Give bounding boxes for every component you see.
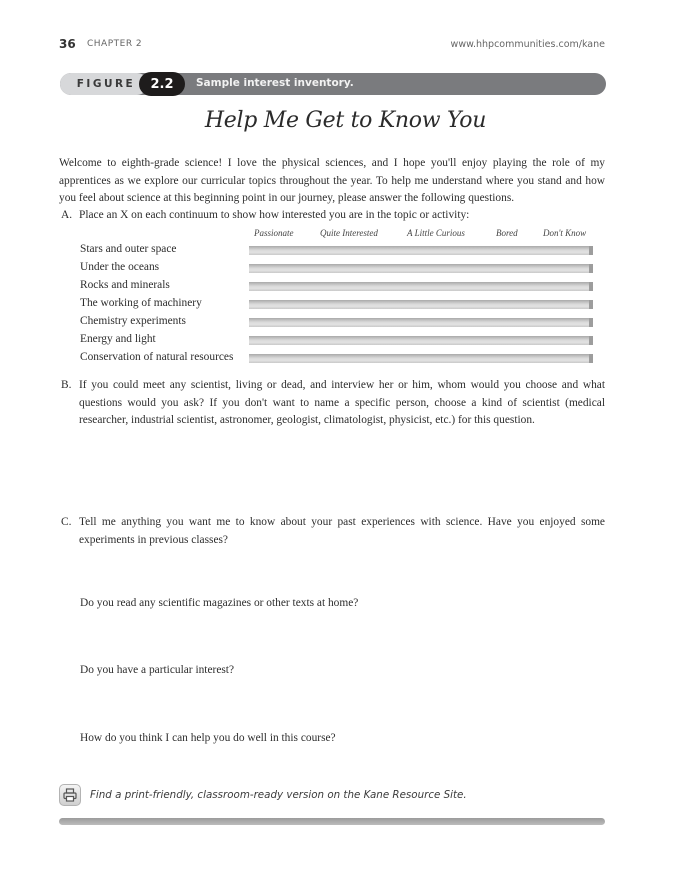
- interest-continuum-oceans[interactable]: [249, 264, 593, 273]
- interest-continuum-machinery[interactable]: [249, 300, 593, 309]
- section-c-text: Tell me anything you want me to know about your past experiences with science. Have you enjoyed some experiments in previous classes?: [79, 516, 605, 546]
- topic-label: Conservation of natural resources: [80, 351, 234, 363]
- print-button[interactable]: [59, 784, 81, 806]
- section-b-text: If you could meet any scientist, living or dead, and interview her or him, whom would you choose and what questions would you ask? If you don't want to name a specific person, choose a kind of scientist (medical researcher, industrial scientist, astronomer, geologist, climatologist, physicist, etc.) for this question.: [79, 379, 605, 427]
- page-number: 36: [59, 37, 76, 51]
- section-a-letter: A.: [61, 209, 73, 221]
- section-a-text: Place an X on each continuum to show how interested you are in the topic or activity:: [79, 209, 470, 221]
- scale-label-a-little-curious: A Little Curious: [407, 228, 465, 238]
- site-url: www.hhpcommunities.com/kane: [450, 39, 605, 50]
- interest-continuum-rocks[interactable]: [249, 282, 593, 291]
- section-a-prompt: [61, 207, 469, 225]
- figure-number: 2.2: [139, 72, 185, 96]
- figure-caption: Sample interest inventory.: [196, 77, 354, 89]
- scale-label-passionate: Passionate: [254, 228, 294, 238]
- interest-continuum-conservation[interactable]: [249, 354, 593, 363]
- section-b-prompt: [61, 377, 607, 430]
- scale-label-quite-interested: Quite Interested: [320, 228, 378, 238]
- section-c-answer-area[interactable]: [80, 550, 606, 590]
- interest-continuum-chemistry[interactable]: [249, 318, 593, 327]
- follow-up-answer-area[interactable]: [80, 750, 606, 776]
- topic-label: Chemistry experiments: [80, 315, 186, 327]
- topic-label: The working of machinery: [80, 297, 202, 309]
- follow-up-answer-area[interactable]: [80, 615, 606, 657]
- follow-up-question: Do you read any scientific magazines or other texts at home?: [80, 597, 359, 609]
- scale-label-dont-know: Don't Know: [543, 228, 587, 238]
- footer-rule: [59, 818, 605, 825]
- figure-label: FIGURE: [60, 73, 148, 95]
- scale-label-bored: Bored: [496, 228, 518, 238]
- topic-label: Under the oceans: [80, 261, 160, 273]
- section-b-letter: B.: [61, 379, 72, 391]
- section-b-answer-area[interactable]: [80, 428, 606, 506]
- topic-label: Stars and outer space: [80, 243, 177, 255]
- follow-up-question: How do you think I can help you do well in this course?: [80, 732, 336, 744]
- intro-paragraph: Welcome to eighth-grade science! I love the physical sciences, and I hope you'll enjoy playing the role of my apprentices as we explore our curricular topics throughout the year. To help me understand where you stand and how you feel about science at this beginning point in our journey, please answer the following questions.: [59, 157, 605, 205]
- chapter-label: CHAPTER 2: [87, 39, 143, 49]
- section-c-prompt: [61, 514, 607, 549]
- follow-up-question: Do you have a particular interest?: [80, 664, 235, 676]
- print-friendly-note: Find a print-friendly, classroom-ready version on the Kane Resource Site.: [90, 789, 467, 801]
- printer-icon: [63, 788, 77, 802]
- topic-label: Energy and light: [80, 333, 156, 345]
- follow-up-answer-area[interactable]: [80, 682, 606, 724]
- topic-label: Rocks and minerals: [80, 279, 170, 291]
- interest-continuum-energy[interactable]: [249, 336, 593, 345]
- document-title: Help Me Get to Know You: [204, 108, 487, 133]
- section-c-letter: C.: [61, 516, 72, 528]
- interest-continuum-stars[interactable]: [249, 246, 593, 255]
